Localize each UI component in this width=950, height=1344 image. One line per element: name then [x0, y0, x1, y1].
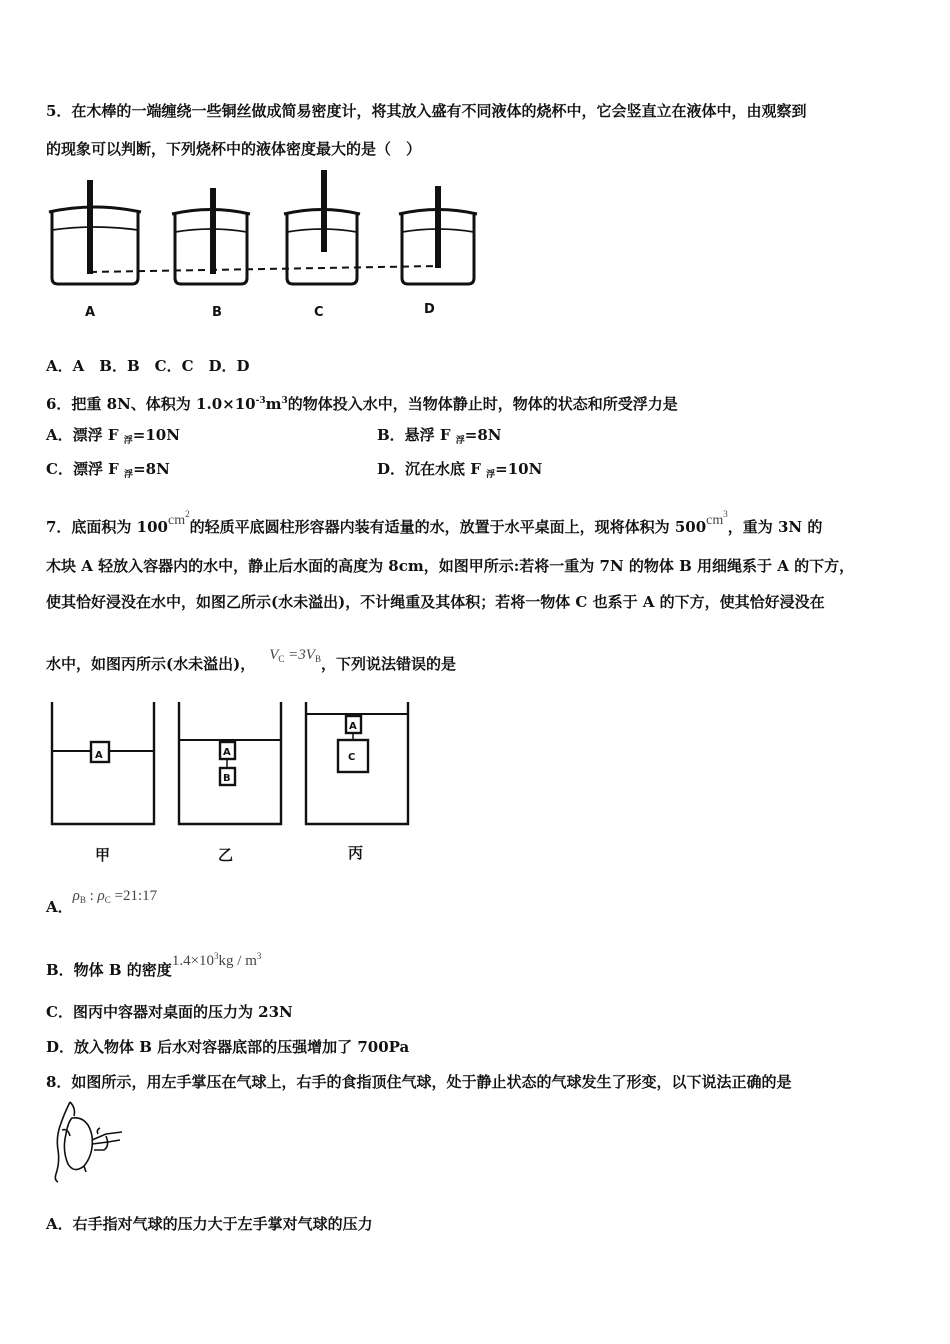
q6-option-c-pre: C．漂浮 F [46, 460, 125, 478]
q6-stem-post: 的物体投入水中，当物体静止时，物体的状态和所受浮力是 [287, 395, 678, 413]
q6-option-d-sub: 浮 [486, 470, 496, 480]
beaker-d [399, 186, 477, 284]
q7-option-c: C．图丙中容器对桌面的压力为 23N [46, 1003, 293, 1021]
q5-options: A．A B．B C．C D．D [46, 357, 250, 375]
q6-option-b-post: =8N [464, 426, 502, 444]
q7-option-a-label: A． [46, 898, 73, 916]
beaker-a [49, 180, 141, 284]
q7-l1-a: 7．底面积为 100 [46, 518, 168, 536]
q7-option-a [46, 888, 158, 922]
label-b: B [212, 305, 222, 320]
block-a-jia: A [95, 750, 103, 761]
q6-stem-unit: m [265, 395, 282, 413]
q6-option-c-sub: 浮 [124, 470, 134, 480]
q7-option-a-formula: $\rho_B$ : $\rho_C$ =21:17 [72, 888, 158, 905]
q6-stem-pre: 6．把重 8N、体积为 1.0×10 [46, 395, 256, 413]
block-b-yi: B [223, 773, 231, 784]
q6-option-a-post: =10N [132, 426, 180, 444]
q7-stem-line4 [46, 647, 456, 679]
q7-l1-c: ，重为 3N 的 [727, 518, 823, 536]
q7-option-d: D．放入物体 B 后水对容器底部的压强增加了 700Pa [46, 1038, 410, 1056]
q6-option-d [377, 459, 542, 485]
q6-option-a [46, 425, 180, 451]
q7-l1-unit1: $cm^2$ [167, 509, 190, 528]
block-c-bing: C [348, 752, 356, 763]
q8-stem: 8．如图所示，用左手掌压在气球上，右手的食指顶住气球，处于静止状态的气球发生了形变，以下说法正确的是 [46, 1073, 792, 1091]
q7-l4-a: 水中，如图丙所示(水未溢出)， [46, 655, 256, 673]
q6-option-d-post: =10N [495, 460, 543, 478]
q6-stem-unit-exp: 3 [281, 396, 288, 406]
block-a-bing: A [349, 721, 357, 732]
label-bing: 丙 [348, 844, 364, 862]
q6-stem [46, 391, 678, 414]
q6-option-d-pre: D．沉在水底 F [377, 460, 487, 478]
q8-balloon-hands-figure [48, 1100, 128, 1184]
container-yi [179, 702, 281, 824]
q6-option-b-sub: 浮 [455, 436, 465, 446]
q7-stem-line1 [46, 504, 822, 537]
q7-containers-figure [46, 700, 416, 870]
label-c: C [314, 305, 324, 320]
q7-formula: $V_C =3V_B$ [269, 647, 321, 664]
q8-option-a: A．右手指对气球的压力大于左手掌对气球的压力 [46, 1215, 373, 1233]
q7-option-b-text: B．物体 B 的密度 [46, 961, 172, 979]
block-a-yi: A [223, 747, 231, 758]
q7-l1-b: 的轻质平底圆柱形容器内装有适量的水，放置于水平桌面上，现将体积为 500 [189, 518, 707, 536]
label-d: D [424, 302, 435, 317]
q6-option-a-sub: 浮 [123, 436, 133, 446]
q6-option-c-post: =8N [133, 460, 170, 478]
q6-option-a-pre: A．漂浮 F [46, 426, 124, 444]
label-yi: 乙 [218, 846, 234, 864]
container-bing [306, 702, 408, 824]
q7-stem-line3: 使其恰好浸没在水中，如图乙所示(水未溢出)，不计绳重及其体积；若将一物体 C 也系于 A 的下方，使其恰好浸没在 [46, 593, 825, 611]
q7-option-b [46, 951, 262, 981]
q5-beakers-figure [44, 166, 494, 326]
reference-dashed-line [90, 266, 438, 272]
q7-option-b-formula: $1.4\times 10^3kg / m^3$ [171, 951, 262, 969]
q5-stem-line2: 的现象可以判断，下列烧杯中的液体密度最大的是（ ） [46, 140, 422, 158]
q6-option-b-pre: B．悬浮 F [377, 426, 456, 444]
q6-option-b [377, 425, 502, 451]
q6-stem-exp: -3 [255, 396, 266, 406]
q7-stem-line2: 木块 A 轻放入容器内的水中，静止后水面的高度为 8cm，如图甲所示:若将一重为 7N 的物体 B 用细绳系于 A 的下方， [46, 557, 855, 575]
q7-l1-unit2: $cm^3$ [706, 509, 728, 528]
q6-option-c [46, 459, 170, 485]
label-jia: 甲 [95, 846, 111, 864]
container-jia [52, 702, 154, 824]
q5-stem-line1: 5．在木棒的一端缠绕一些铜丝做成简易密度计，将其放入盛有不同液体的烧杯中，它会竖直立在液体中，由观察到 [46, 102, 807, 120]
q7-l4-b: ，下列说法错误的是 [320, 655, 456, 673]
label-a: A [85, 305, 96, 320]
